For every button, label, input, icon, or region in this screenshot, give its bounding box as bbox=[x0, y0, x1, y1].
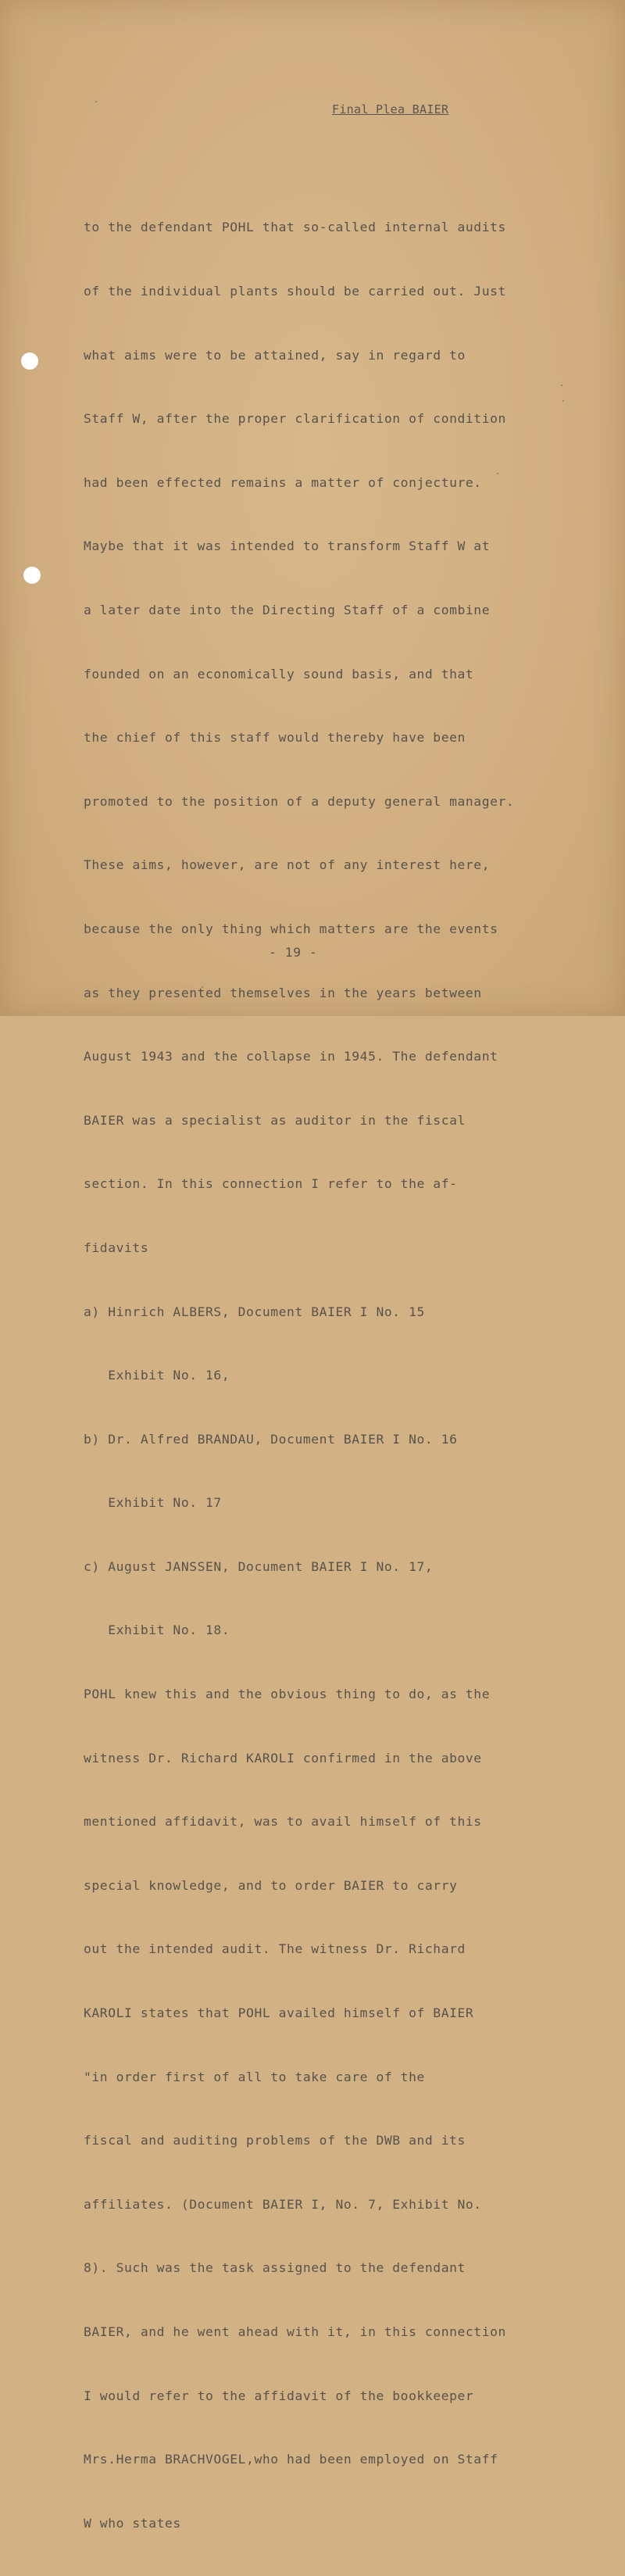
list-item-b-exhibit: Exhibit No. 17 bbox=[84, 1495, 222, 1511]
body-line: had been effected remains a matter of conjecture. bbox=[84, 474, 482, 490]
body-line: BAIER was a specialist as auditor in the fiscal bbox=[84, 1112, 466, 1128]
body-line: a later date into the Directing Staff of a combine bbox=[84, 602, 491, 617]
body-line: W who states bbox=[84, 2515, 181, 2531]
body-line: of the individual plants should be carried out. Just bbox=[84, 284, 506, 299]
paper-speck bbox=[561, 385, 562, 386]
body-line: affiliates. (Document BAIER I, No. 7, Exhibit No. bbox=[84, 2196, 482, 2212]
body-line: to the defendant POHL that so-called internal audits bbox=[84, 220, 506, 235]
body-line: I would refer to the affidavit of the bookkeeper bbox=[84, 2388, 474, 2403]
body-line: fiscal and auditing problems of the DWB and its bbox=[84, 2133, 466, 2148]
list-item-c-exhibit: Exhibit No. 18. bbox=[84, 1623, 230, 1638]
body-line: witness Dr. Richard KAROLI confirmed in the above bbox=[84, 1750, 482, 1766]
body-line: founded on an economically sound basis, and that bbox=[84, 666, 474, 682]
list-item-b: b) Dr. Alfred BRANDAU, Document BAIER I No. 16 bbox=[84, 1431, 458, 1447]
body-line: Staff W, after the proper clarification of condition bbox=[84, 411, 506, 427]
page-number: - 19 - bbox=[269, 945, 318, 960]
paper-speck bbox=[95, 101, 97, 102]
list-item-a: a) Hinrich ALBERS, Document BAIER I No. 15 bbox=[84, 1304, 425, 1319]
body-line: Mrs.Herma BRACHVOGEL,who had been employed on Staff bbox=[84, 2452, 498, 2467]
body-line: special knowledge, and to order BAIER to carry bbox=[84, 1877, 458, 1893]
punch-hole bbox=[21, 352, 38, 370]
body-line: because the only thing which matters are the events bbox=[84, 921, 498, 936]
document-title: Final Plea BAIER bbox=[332, 102, 449, 116]
paper-speck bbox=[562, 400, 564, 402]
punch-hole bbox=[23, 567, 41, 584]
body-line: BAIER, and he went ahead with it, in this connection bbox=[84, 2324, 506, 2339]
body-line: the chief of this staff would thereby have been bbox=[84, 730, 466, 746]
body-line: fidavits bbox=[84, 1240, 149, 1255]
body-line: KAROLI states that POHL availed himself of BAIER bbox=[84, 2005, 474, 2021]
body-line: what aims were to be attained, say in regard to bbox=[84, 347, 466, 363]
body-line: out the intended audit. The witness Dr. Richard bbox=[84, 1941, 466, 1957]
body-line: Maybe that it was intended to transform Staff W at bbox=[84, 538, 491, 554]
body-line: section. In this connection I refer to the af- bbox=[84, 1176, 458, 1192]
list-item-a-exhibit: Exhibit No. 16, bbox=[84, 1368, 230, 1383]
body-line: "in order first of all to take care of the bbox=[84, 2069, 425, 2084]
body-line: mentioned affidavit, was to avail himself of this bbox=[84, 1814, 482, 1830]
body-line: promoted to the position of a deputy general manager. bbox=[84, 793, 515, 809]
list-item-c: c) August JANSSEN, Document BAIER I No. 17, bbox=[84, 1558, 434, 1574]
body-line: as they presented themselves in the years between bbox=[84, 985, 482, 1000]
body-line: August 1943 and the collapse in 1945. The defendant bbox=[84, 1049, 498, 1064]
body-line: 8). Such was the task assigned to the defendant bbox=[84, 2260, 466, 2276]
body-line: These aims, however, are not of any interest here, bbox=[84, 857, 491, 873]
document-body bbox=[84, 174, 514, 2576]
body-line: POHL knew this and the obvious thing to do, as the bbox=[84, 1687, 491, 1702]
